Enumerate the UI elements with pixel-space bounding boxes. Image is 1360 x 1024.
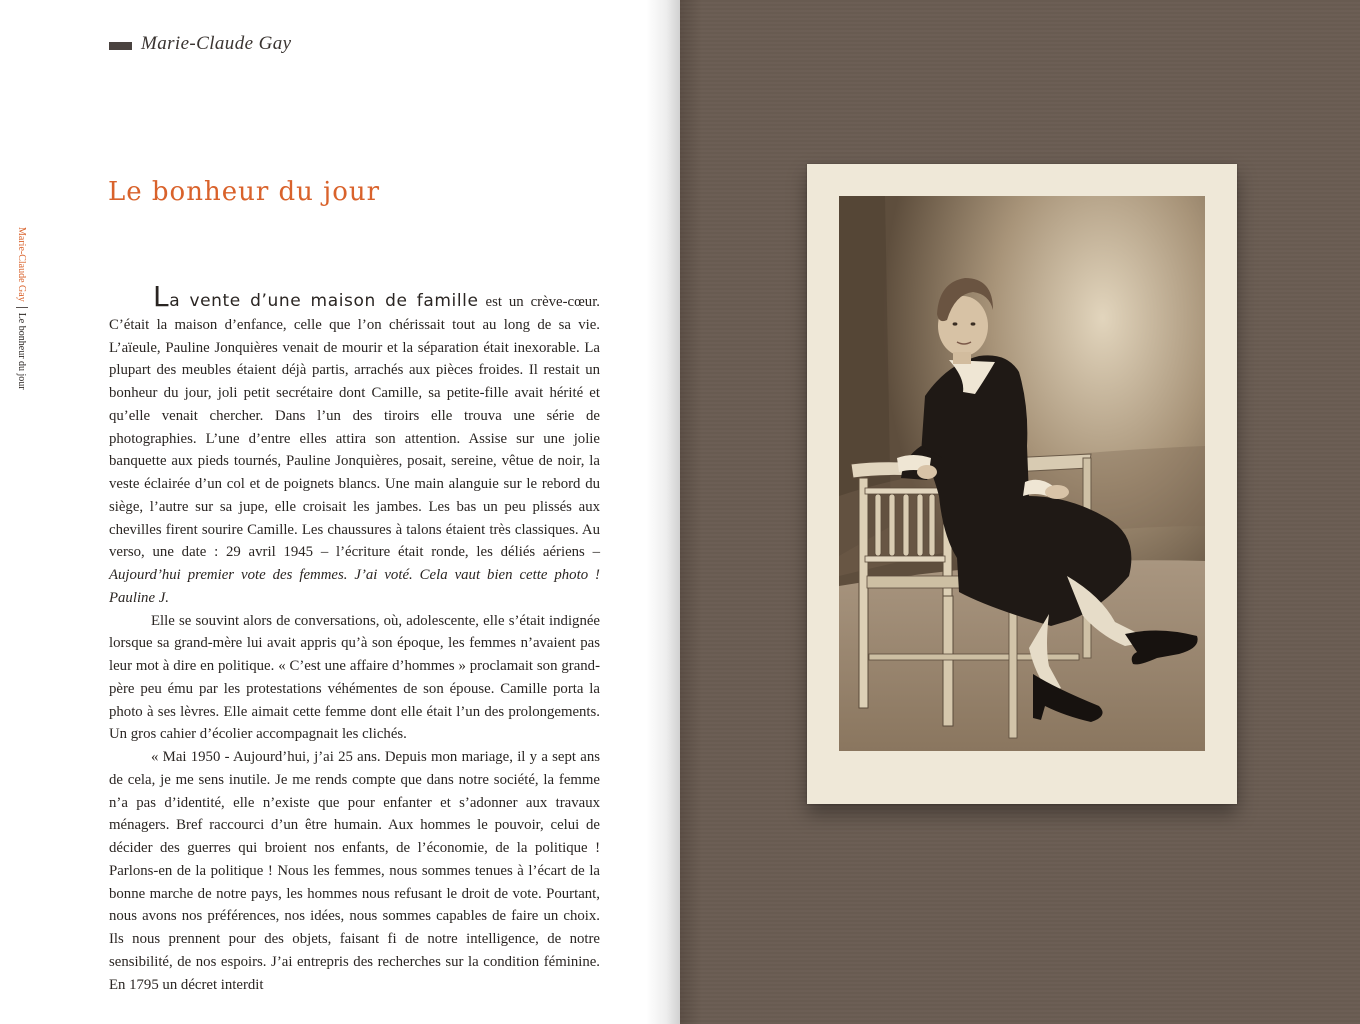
lead-in: a vente d’une maison de famille bbox=[169, 291, 479, 311]
portrait-photo bbox=[839, 196, 1205, 751]
chair-leg-front bbox=[859, 478, 868, 708]
paragraph-2: Elle se souvint alors de conversations, où, adolescente, elle s’était indignée lorsque sa grand-mère lui avait appris qu’à son époque, les femmes n’avaient pas leur mot à dire en politique. « C’est une affaire d’hommes » proclamait son grand-père peu ému par les protestations véhémentes de son épouse. Camille porta la photo à ses lèvres. Elle aimait cette femme dont elle était l’un des prolongements. Un gros cahier d’écolier accompagnait les clichés. bbox=[109, 612, 600, 743]
header-bar-ornament bbox=[109, 42, 132, 50]
side-tab-title: Le bonheur du jour bbox=[16, 312, 28, 390]
side-tab-divider bbox=[16, 307, 28, 308]
lead-initial: L bbox=[153, 280, 170, 313]
portrait-illustration bbox=[839, 196, 1205, 751]
chapter-title: Le bonheur du jour bbox=[108, 177, 381, 207]
paragraph-3: « Mai 1950 - Aujourd’hui, j’ai 25 ans. Depuis mon mariage, il y a sept ans de cela, je me sens inutile. Je me rends compte que dans notre société, la femme n’a pas d’identité, elle n’existe que pour enfanter et s’adonner aux travaux ménagers. Bref raccourci d’un être humain. Aux hommes le pouvoir, celui de décider des guerres qui broient nos enfants, de l’économie, de la politique ! Parlons-en de la politique ! Nous les femmes, nous sommes tenues à l’écart de la bonne marche de notre pays, les hommes nous refusant le droit de vote. Pourtant, nous avons nos préférences, nos idées, nous sommes capables de faire un choix. Ils nous prennent pour des objets, faisant fi de notre intelligence, de notre sensibilité, de nos espoirs. J’ai entrepris des recherches sur la condition féminine. En 1795 un décret interdit bbox=[109, 749, 600, 993]
paragraph-1 bbox=[109, 280, 601, 610]
side-tab-author: Marie-Claude Gay bbox=[16, 227, 28, 302]
running-header bbox=[109, 31, 291, 57]
body-text bbox=[109, 280, 601, 996]
photo-card bbox=[807, 164, 1237, 804]
right-page bbox=[680, 0, 1360, 1024]
author-name: Marie-Claude Gay bbox=[141, 33, 292, 54]
verso-inscription: Aujourd’hui premier vote des femmes. J’ai voté. Cela vaut bien cette photo ! Pauline J. bbox=[109, 567, 600, 606]
side-tab bbox=[4, 227, 34, 407]
paragraph-1-text: est un crève-cœur. C’était la maison d’enfance, celle que l’on chérissait tout au long de sa vie. L’aïeule, Pauline Jonquières venait de mourir et la séparation était inexorable. La plupart des meubles étaient déjà partis, arrachés aux pièces froides. Il restait un bonheur du jour, joli petit secrétaire dont Camille, sa petite-fille avait hérité et qu’elle venait chercher. Dans l’un des tiroirs elle trouva une série de photographies. L’une d’entre elles attira son attention. Assise sur une jolie banquette aux pieds tournés, Pauline Jonquières, posait, sereine, vêtue de noir, la veste éclairée d’un col et de poignets blancs. Une main alanguie sur le rebord du siège, l’autre sur sa jupe, elle croisait les jambes. Les bas un peu plissés aux chevilles firent sourire Camille. Les chaussures à talons étaient très classiques. Au verso, une date : 29 avril 1945 – l’écriture était ronde, les déliés aériens – bbox=[109, 294, 601, 561]
